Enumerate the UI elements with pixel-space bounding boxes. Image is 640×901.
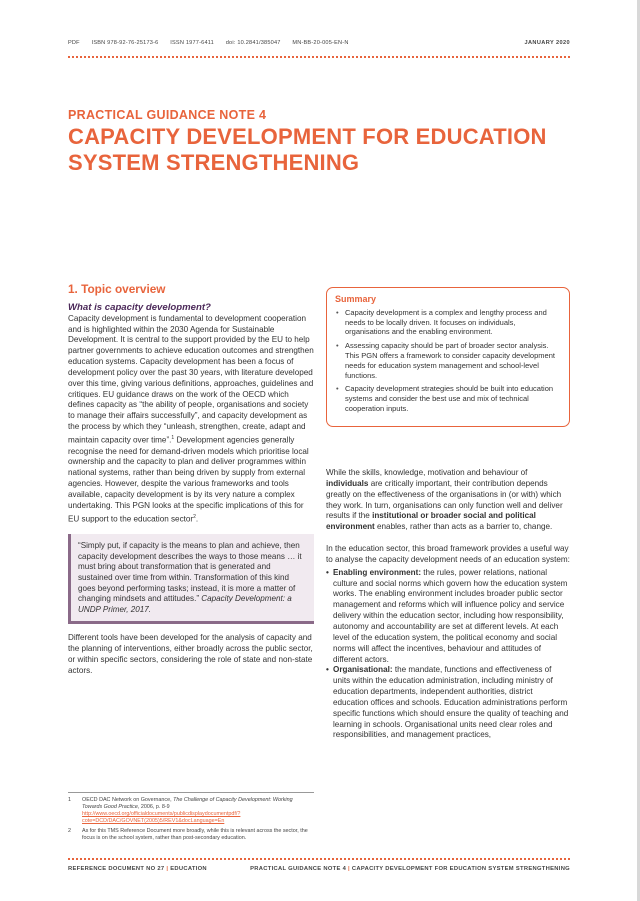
note-label: PRACTICAL GUIDANCE NOTE 4: [68, 108, 267, 122]
footnotes: [68, 797, 314, 845]
doi: doi: 10.2841/385047: [225, 40, 281, 46]
individuals-paragraph: While the skills, knowledge, motivation and behaviour of individuals are critically important, their contribution depends greatly on the effectiveness of the organisations in (or with) which they work. In turn, organisations can only function well and deliver results if the institutional or broader social and political environment enables, rather than acts as a barrier to, change.: [326, 468, 563, 532]
header-dotted-rule: [68, 56, 570, 58]
summary-item: • Capacity development strategies should be built into education systems and consider the best use and mix of technical cooperation inputs.: [335, 384, 561, 413]
quote-source: Capacity Development: a UNDP Primer, 2017.: [78, 594, 292, 614]
summary-box: [326, 287, 570, 427]
right-column: [326, 468, 570, 741]
footnote-link[interactable]: http://www.oecd.org/officialdocuments/publicdisplaydocumentpdf/?cote=DCD/DAC/GOVNET(2005)5/REV1&docLanguage=En: [82, 811, 241, 824]
pull-quote: [68, 534, 314, 624]
isbn: ISBN 978-92-76-25173-6: [91, 40, 159, 46]
subsection-heading: What is capacity development?: [68, 301, 211, 313]
framework-paragraph: In the education sector, this broad framework provides a useful way to analyse the capacity development needs of an education system:: [326, 544, 570, 564]
summary-item: • Assessing capacity should be part of broader sector analysis. This PGN offers a framework to consider capacity development needs for education system management and school-level functions.: [335, 341, 561, 380]
footnote-ref-1[interactable]: 1: [171, 434, 175, 441]
publication-date: JANUARY 2020: [524, 40, 570, 46]
footnote-2: 2 As for this TMS Reference Document more broadly, while this is relevant across the sector, the focus is on the school system, rather than post-secondary education.: [68, 828, 308, 841]
catalogue-number: MN-BB-20-005-EN-N: [292, 40, 349, 46]
summary-list: [335, 308, 561, 414]
footnote-rule: [68, 792, 314, 793]
document-title: CAPACITY DEVELOPMENT FOR EDUCATION SYSTEM STRENGTHENING: [68, 124, 547, 175]
footer-dotted-rule: [68, 858, 570, 860]
summary-title: Summary: [335, 294, 377, 304]
issn: ISSN 1977-6411: [170, 40, 214, 46]
quote-text: “Simply put, if capacity is the means to plan and achieve, then capacity development describes the ways to those means … it must bring about transformation that is generated and sustained over time from within. Transformation of this kind goes beyond performing tasks; instead, it is more a matter of changing mindsets and attitudes.”: [78, 541, 302, 604]
summary-item: • Capacity development is a complex and lengthy process and needs to be locally driven. It focuses on individuals, organisations and the enabling environment.: [335, 308, 561, 337]
footer-right: PRACTICAL GUIDANCE NOTE 4 | CAPACITY DEVELOPMENT FOR EDUCATION SYSTEM STRENGTHENING: [250, 866, 570, 872]
intro-paragraph: Capacity development is fundamental to development cooperation and is highlighted within the 2030 Agenda for Sustainable Development. It is central to the support provided by the EU to help partner governments to achieve education outcomes and strengthen education systems. Capacity development has been a focus of development policy over the past 30 years, with literature developed over this time, giving various definitions, approaches, guidelines and critiques. EU guidance draws on the work of the OECD which defines capacity as “the ability of people, organisations and society to manage their affairs successfully”, and capacity development as the process by which they “unleash, strengthen, create, adapt and maintain capacity over time”.$^1$ Development agencies generally recognise the need for demand-driven models which prioritise local ownership and the capacity to plan and deliver programmes within national systems, rather than being driven by supply from external agencies. However, despite the various frameworks and tools available, capacity development is by its very nature a complex undertaking. This PGN looks at the specific implications of this for EU support to the education sector$^2$.: [68, 313, 314, 524]
publication-metadata: [68, 40, 570, 46]
footer-left: REFERENCE DOCUMENT NO 27 | EDUCATION: [68, 866, 207, 872]
section-heading: 1. Topic overview: [68, 282, 166, 296]
framework-list: [326, 568, 570, 742]
footnote-1: 1 OECD DAC Network on Governance, The Challenge of Capacity Development: Working Towards Good Practice, 2006, p. 8-9 http://www.oecd.org/officialdocuments/publicdisplaydocumentpdf/?cote=DCD/DAC/GOVNET(2005)5/REV1&docLanguage=En: [68, 797, 293, 824]
pdf-label: PDF: [68, 40, 80, 46]
tools-paragraph: Different tools have been developed for the analysis of capacity and the planning of interventions, either broadly across the public sector, or within specific sectors, considering the role of state and non-state actors.: [68, 633, 313, 675]
left-column: [68, 284, 314, 677]
list-item-organisational: • Organisational: the mandate, functions and effectiveness of units within the education administration, including ministry of education departments, independent authorities, district education offices and schools. Education administrations perform specific functions which should ensure the quality of teaching and learning in schools. Organisational units need clear roles and responsibilities, and management practices,: [326, 665, 570, 741]
list-item-enabling-environment: • Enabling environment: the rules, power relations, national culture and social norms which govern how the education system works. The enabling environment includes broader public sector management and reforms which will influence policy and service delivery within the education sector, including how responsibility, autonomy and accountability are set at different levels. At each level of the education system, the political economy and social norms will affect the incentives, behaviour and attitudes of different actors.: [326, 568, 570, 666]
footnote-ref-2[interactable]: 2: [193, 513, 196, 520]
